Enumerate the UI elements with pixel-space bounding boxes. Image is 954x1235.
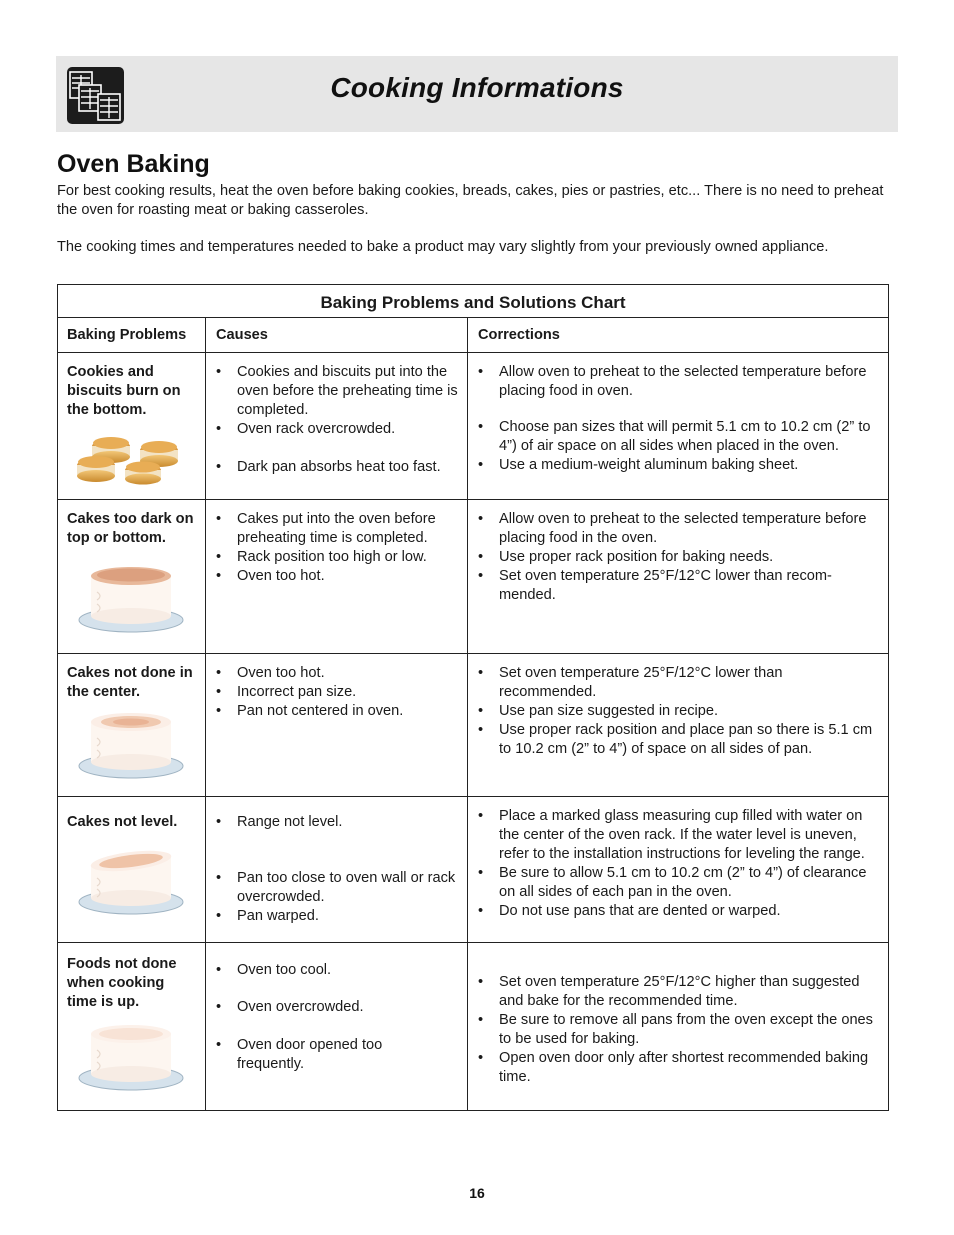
corrections-cell <box>468 654 889 797</box>
corrections-cell <box>468 797 889 943</box>
list-item: • Allow oven to preheat to the selected temperature before placing food in the oven. <box>478 510 880 548</box>
column-header-corrections: Corrections <box>468 318 889 353</box>
corrections-cell <box>468 353 889 500</box>
cake-pale-icon <box>67 1020 192 1092</box>
causes-cell <box>206 500 468 654</box>
list-item: • Open oven door only after shortest recommended baking time. <box>478 1049 880 1087</box>
intro-paragraph-2: The cooking times and temperatures needed to bake a product may vary slightly from your previously owned appliance. <box>57 239 829 255</box>
cookies-icon <box>67 428 192 486</box>
list-item: • Use a medium-weight aluminum baking sheet. <box>478 456 880 475</box>
list-item: • Use proper rack position and place pan so there is 5.1 cm to 10.2 cm (2” to 4”) of space on all sides of pan. <box>478 721 880 759</box>
list-item: • Dark pan absorbs heat too fast. <box>216 458 459 477</box>
corrections-cell <box>468 500 889 654</box>
chart-title: Baking Problems and Solutions Chart <box>58 285 889 318</box>
list-item: • Use pan size suggested in recipe. <box>478 702 880 721</box>
table-row <box>58 654 889 797</box>
list-item: • Rack position too high or low. <box>216 548 459 567</box>
list-item: • Pan warped. <box>216 907 459 926</box>
cake-dark-top-icon <box>67 562 192 634</box>
cake-underdone-icon <box>67 708 192 780</box>
list-item: • Pan too close to oven wall or rack overcrowded. <box>216 869 459 907</box>
page-number: 16 <box>469 1185 485 1201</box>
intro-paragraph: For best cooking results, heat the oven before baking cookies, breads, cakes, pies or pastries, etc... There is no need to preheat the oven for roasting meat or baking casseroles. <box>57 183 884 218</box>
causes-cell <box>206 797 468 943</box>
list-item: • Be sure to remove all pans from the oven except the ones to be used for baking. <box>478 1011 880 1049</box>
corrections-cell <box>468 943 889 1111</box>
column-header-problems: Baking Problems <box>58 318 206 353</box>
list-item: • Allow oven to preheat to the selected temperature before placing food in oven. <box>478 363 880 401</box>
causes-cell <box>206 943 468 1111</box>
list-item: • Oven rack overcrowded. <box>216 420 459 439</box>
column-header-causes: Causes <box>206 318 468 353</box>
list-item: • Use proper rack position for baking needs. <box>478 548 880 567</box>
list-item: • Range not level. <box>216 813 459 832</box>
list-item: • Set oven temperature 25°F/12°C lower than recom-mended. <box>478 567 880 605</box>
list-item: • Oven door opened too frequently. <box>216 1036 459 1074</box>
list-item: • Set oven temperature 25°F/12°C higher than suggested and bake for the recommended time. <box>478 973 880 1011</box>
table-row <box>58 500 889 654</box>
list-item: • Be sure to allow 5.1 cm to 10.2 cm (2” to 4”) of clearance on all sides of each pan in the oven. <box>478 864 880 902</box>
causes-cell <box>206 654 468 797</box>
table-row <box>58 797 889 943</box>
problem-cell <box>58 797 206 943</box>
causes-cell <box>206 353 468 500</box>
list-item: • Oven too hot. <box>216 567 459 586</box>
list-item: • Pan not centered in oven. <box>216 702 459 721</box>
problem-text: Foods not done when cooking time is up. <box>67 956 177 1010</box>
problem-cell <box>58 943 206 1111</box>
table-row <box>58 943 889 1111</box>
table-row <box>58 353 889 500</box>
list-item: • Oven too hot. <box>216 664 459 683</box>
list-item: • Cookies and biscuits put into the oven before the preheating time is completed. <box>216 363 459 420</box>
section-title: Oven Baking <box>57 150 210 178</box>
baking-problems-chart <box>57 284 889 1111</box>
cake-uneven-icon <box>67 844 192 916</box>
problem-text: Cakes too dark on top or bottom. <box>67 511 194 546</box>
problem-cell <box>58 500 206 654</box>
list-item: • Place a marked glass measuring cup filled with water on the center of the oven rack. If the water level is uneven, refer to the installation instructions for leveling the range. <box>478 807 880 864</box>
problem-text: Cakes not level. <box>67 814 178 830</box>
problem-text: Cookies and biscuits burn on the bottom. <box>67 364 181 418</box>
problem-cell <box>58 654 206 797</box>
list-item: • Oven overcrowded. <box>216 998 459 1017</box>
problem-text: Cakes not done in the center. <box>67 665 193 700</box>
problem-cell <box>58 353 206 500</box>
list-item: • Oven too cool. <box>216 961 459 980</box>
list-item: • Incorrect pan size. <box>216 683 459 702</box>
list-item: • Cakes put into the oven before preheating time is completed. <box>216 510 459 548</box>
header-title: Cooking Informations <box>330 72 624 103</box>
list-item: • Do not use pans that are dented or warped. <box>478 902 880 921</box>
list-item: • Choose pan sizes that will permit 5.1 cm to 10.2 cm (2” to 4”) of air space on all sides when placed in the oven. <box>478 418 880 456</box>
list-item: • Set oven temperature 25°F/12°C lower than recommended. <box>478 664 880 702</box>
header-band <box>56 56 898 132</box>
